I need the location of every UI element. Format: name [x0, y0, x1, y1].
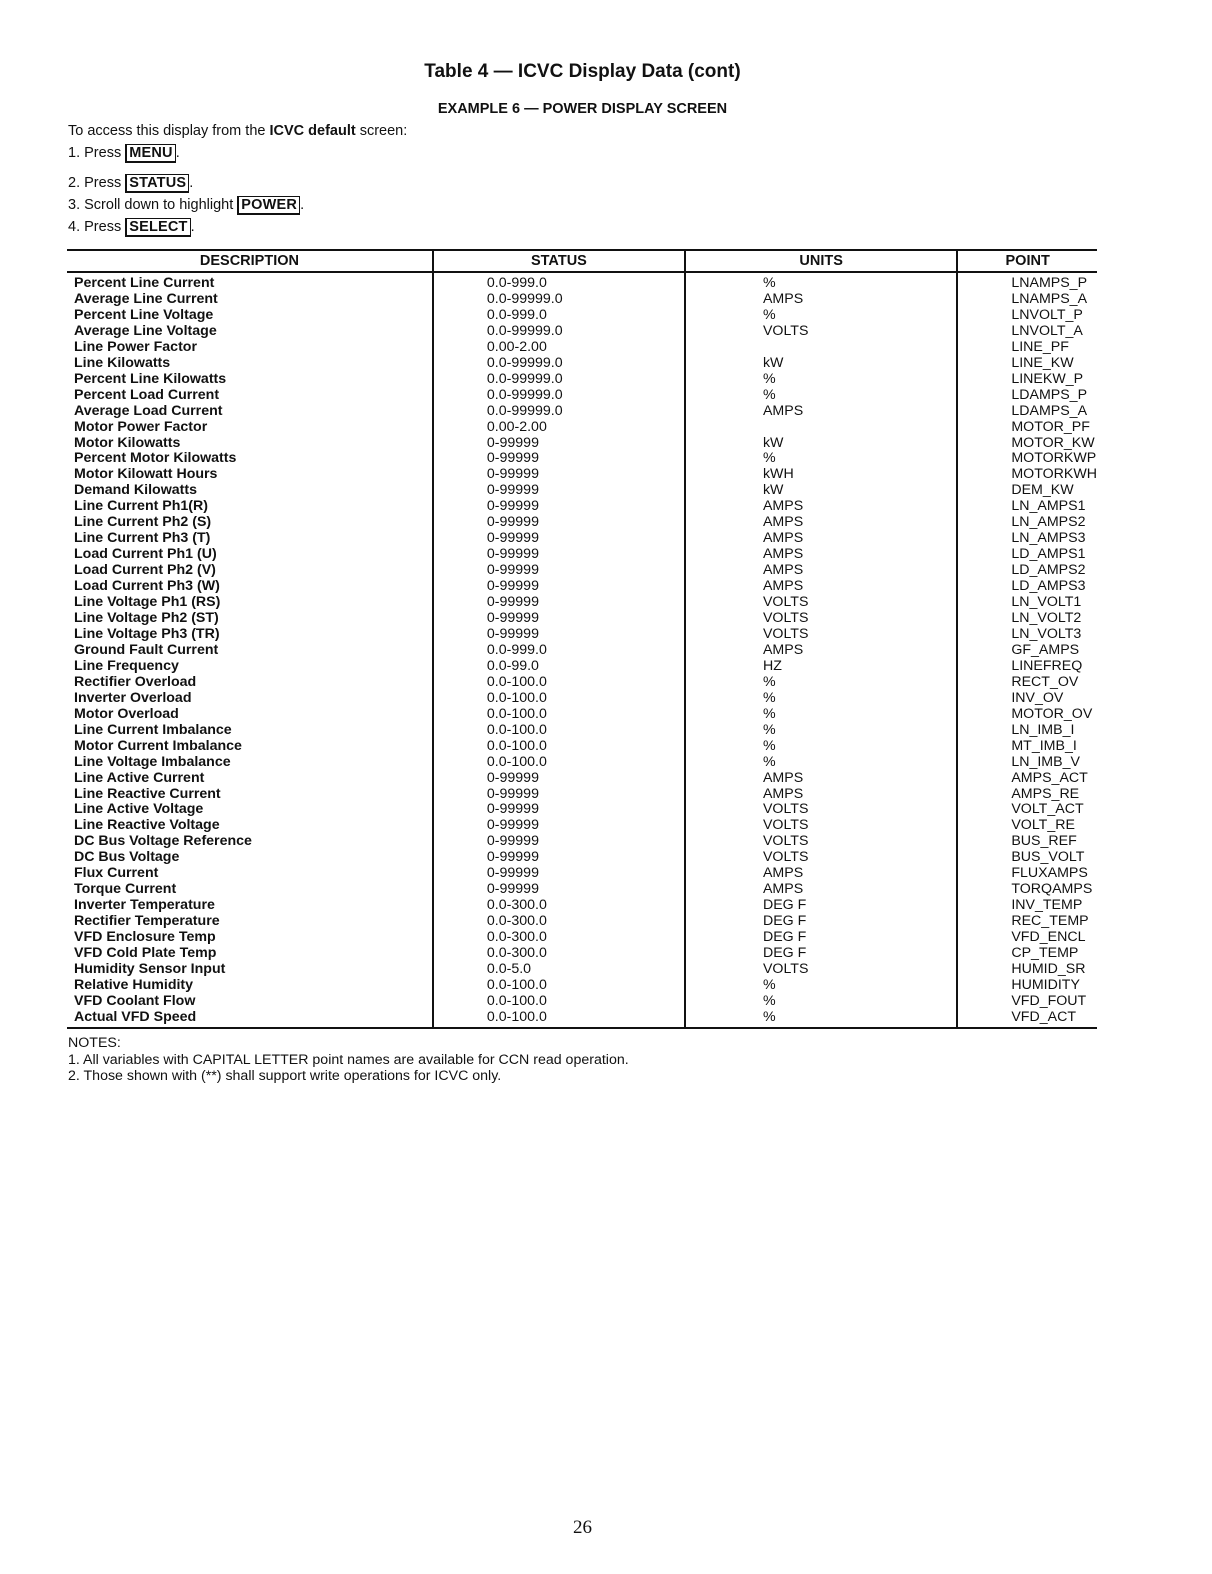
status-cell: 0.0-100.0 — [433, 739, 685, 755]
table-row — [67, 595, 1097, 611]
units-cell: % — [685, 308, 957, 324]
status-cell: 0-99999 — [433, 834, 685, 850]
units-cell: AMPS — [685, 771, 957, 787]
page-number: 26 — [573, 1517, 592, 1538]
point-cell: LN_IMB_V — [957, 755, 1097, 771]
status-cell: 0.0-100.0 — [433, 978, 685, 994]
point-cell: LN_AMPS3 — [957, 531, 1097, 547]
status-cell: 0.0-999.0 — [433, 308, 685, 324]
table-body — [67, 272, 1097, 1028]
description-cell: Actual VFD Speed — [67, 1010, 433, 1028]
status-cell: 0-99999 — [433, 531, 685, 547]
point-cell: TORQAMPS — [957, 882, 1097, 898]
status-cell: 0-99999 — [433, 451, 685, 467]
table-row — [67, 675, 1097, 691]
point-cell: MT_IMB_I — [957, 739, 1097, 755]
status-cell: 0.0-99999.0 — [433, 356, 685, 372]
description-cell: Motor Current Imbalance — [74, 737, 242, 754]
table-row — [67, 515, 1097, 531]
status-cell: 0.0-100.0 — [433, 707, 685, 723]
menu-key: MENU — [125, 144, 176, 163]
point-cell: LDAMPS_A — [957, 404, 1097, 420]
step-item — [68, 175, 193, 191]
step-text: Press — [84, 175, 126, 191]
status-cell: 0.0-5.0 — [433, 962, 685, 978]
table-row — [67, 404, 1097, 420]
point-cell: DEM_KW — [957, 483, 1097, 499]
table-row — [67, 531, 1097, 547]
status-cell: 0-99999 — [433, 818, 685, 834]
status-cell: 0-99999 — [433, 627, 685, 643]
units-cell: % — [685, 372, 957, 388]
description-cell: Ground Fault Current — [74, 641, 219, 658]
table-row — [67, 308, 1097, 324]
description-cell: Load Current Ph2 (V) — [74, 562, 216, 579]
units-cell: VOLTS — [685, 611, 957, 627]
table-row — [67, 771, 1097, 787]
units-cell: % — [685, 675, 957, 691]
point-cell: BUS_REF — [957, 834, 1097, 850]
status-cell: 0-99999 — [433, 436, 685, 452]
status-cell: 0-99999 — [433, 467, 685, 483]
description-cell: Inverter Overload — [74, 689, 192, 706]
step-number: 2. — [68, 175, 81, 191]
table-row — [67, 834, 1097, 850]
table-row — [67, 272, 1097, 292]
table-row — [67, 914, 1097, 930]
units-cell: kWH — [685, 467, 957, 483]
point-cell: LN_AMPS2 — [957, 515, 1097, 531]
units-cell: VOLTS — [685, 324, 957, 340]
point-cell: LN_VOLT3 — [957, 627, 1097, 643]
description-cell: Average Line Current — [74, 290, 218, 307]
point-cell: LD_AMPS3 — [957, 579, 1097, 595]
step-item — [68, 145, 180, 161]
point-cell: HUMIDITY — [957, 978, 1097, 994]
units-cell — [685, 340, 957, 356]
table-row — [67, 1010, 1097, 1028]
header-point: POINT — [957, 250, 1097, 272]
units-cell: VOLTS — [685, 802, 957, 818]
description-cell: Average Line Voltage — [74, 322, 217, 339]
point-cell: VOLT_ACT — [957, 802, 1097, 818]
units-cell: AMPS — [685, 579, 957, 595]
units-cell: % — [685, 739, 957, 755]
step-number: 4. — [68, 219, 81, 235]
units-cell: AMPS — [685, 531, 957, 547]
description-cell: Load Current Ph1 (U) — [74, 546, 217, 563]
point-cell: VOLT_RE — [957, 818, 1097, 834]
status-cell: 0-99999 — [433, 771, 685, 787]
units-cell: AMPS — [685, 563, 957, 579]
description-cell: Rectifier Temperature — [74, 913, 220, 930]
table-row — [67, 388, 1097, 404]
table-row — [67, 994, 1097, 1010]
units-cell: kW — [685, 356, 957, 372]
units-cell: VOLTS — [685, 818, 957, 834]
table-row — [67, 643, 1097, 659]
description-cell: VFD Coolant Flow — [74, 992, 196, 1009]
table-row — [67, 563, 1097, 579]
description-cell: VFD Enclosure Temp — [74, 929, 216, 946]
status-cell: 0.0-99999.0 — [433, 372, 685, 388]
table-row — [67, 818, 1097, 834]
units-cell: AMPS — [685, 404, 957, 420]
step-after: . — [300, 197, 305, 213]
description-cell: Torque Current — [74, 881, 177, 898]
point-cell: MOTOR_OV — [957, 707, 1097, 723]
units-cell: AMPS — [685, 866, 957, 882]
point-cell: LN_VOLT2 — [957, 611, 1097, 627]
units-cell: % — [685, 451, 957, 467]
description-cell: Percent Line Current — [74, 275, 215, 291]
table-row — [67, 962, 1097, 978]
units-cell: % — [685, 691, 957, 707]
description-cell: Motor Kilowatts — [74, 434, 181, 451]
point-cell: MOTORKWP — [957, 451, 1097, 467]
header-units: UNITS — [685, 250, 957, 272]
status-cell: 0.00-2.00 — [433, 420, 685, 436]
description-cell: Inverter Temperature — [74, 897, 215, 914]
table-row — [67, 627, 1097, 643]
status-cell: 0.0-999.0 — [433, 643, 685, 659]
status-cell: 0.0-100.0 — [433, 1010, 685, 1028]
step-after: . — [175, 145, 180, 161]
point-cell: LINEFREQ — [957, 659, 1097, 675]
table-row — [67, 978, 1097, 994]
status-cell: 0.0-100.0 — [433, 675, 685, 691]
intro-text — [68, 123, 407, 139]
status-cell: 0-99999 — [433, 563, 685, 579]
status-cell: 0-99999 — [433, 579, 685, 595]
notes-heading: NOTES: — [68, 1035, 121, 1051]
units-cell: VOLTS — [685, 595, 957, 611]
table-title: Table 4 — ICVC Display Data (cont) — [424, 61, 741, 82]
table-row — [67, 930, 1097, 946]
units-cell: AMPS — [685, 787, 957, 803]
step-text: Scroll down to highlight — [84, 197, 238, 213]
description-cell: Line Active Voltage — [74, 801, 204, 818]
point-cell: GF_AMPS — [957, 643, 1097, 659]
point-cell: MOTORKWH — [957, 467, 1097, 483]
point-cell: REC_TEMP — [957, 914, 1097, 930]
table-row — [67, 898, 1097, 914]
description-cell: Load Current Ph3 (W) — [74, 578, 220, 595]
point-cell: LINE_KW — [957, 356, 1097, 372]
description-cell: Relative Humidity — [74, 976, 194, 993]
units-cell: VOLTS — [685, 962, 957, 978]
table-row — [67, 324, 1097, 340]
point-cell: LD_AMPS2 — [957, 563, 1097, 579]
units-cell: DEG F — [685, 930, 957, 946]
point-cell: LN_VOLT1 — [957, 595, 1097, 611]
status-cell: 0-99999 — [433, 547, 685, 563]
description-cell: Humidity Sensor Input — [74, 960, 226, 977]
status-cell: 0-99999 — [433, 515, 685, 531]
status-cell: 0.0-300.0 — [433, 946, 685, 962]
table-row — [67, 483, 1097, 499]
step-number: 3. — [68, 197, 81, 213]
point-cell: AMPS_RE — [957, 787, 1097, 803]
description-cell: Line Voltage Ph2 (ST) — [74, 610, 219, 627]
step-text: Press — [84, 145, 126, 161]
units-cell: VOLTS — [685, 834, 957, 850]
status-cell: 0.0-100.0 — [433, 691, 685, 707]
units-cell: % — [685, 1010, 957, 1028]
point-cell: LN_IMB_I — [957, 723, 1097, 739]
point-cell: MOTOR_PF — [957, 420, 1097, 436]
point-cell: LNAMPS_A — [957, 292, 1097, 308]
point-cell: LINE_PF — [957, 340, 1097, 356]
table-row — [67, 866, 1097, 882]
step-after: . — [190, 219, 195, 235]
description-cell: DC Bus Voltage — [74, 849, 180, 866]
point-cell: AMPS_ACT — [957, 771, 1097, 787]
point-cell: INV_TEMP — [957, 898, 1097, 914]
point-cell: LN_AMPS1 — [957, 499, 1097, 515]
intro-prefix: To access this display from the — [68, 123, 270, 139]
status-cell: 0-99999 — [433, 595, 685, 611]
table-row — [67, 723, 1097, 739]
status-cell: 0.0-99999.0 — [433, 324, 685, 340]
description-cell: Rectifier Overload — [74, 673, 197, 690]
description-cell: Line Active Current — [74, 769, 205, 786]
status-cell: 0.0-300.0 — [433, 914, 685, 930]
status-cell: 0.0-99.0 — [433, 659, 685, 675]
step-after: . — [189, 175, 194, 191]
units-cell: AMPS — [685, 292, 957, 308]
point-cell: CP_TEMP — [957, 946, 1097, 962]
units-cell: VOLTS — [685, 850, 957, 866]
units-cell: % — [685, 994, 957, 1010]
units-cell: DEG F — [685, 946, 957, 962]
status-cell: 0.0-100.0 — [433, 994, 685, 1010]
table-row — [67, 946, 1097, 962]
table-row — [67, 739, 1097, 755]
description-cell: Motor Power Factor — [74, 418, 208, 435]
units-cell: AMPS — [685, 499, 957, 515]
table-row — [67, 451, 1097, 467]
point-cell: HUMID_SR — [957, 962, 1097, 978]
point-cell: BUS_VOLT — [957, 850, 1097, 866]
point-cell: INV_OV — [957, 691, 1097, 707]
status-cell: 0.0-99999.0 — [433, 388, 685, 404]
table-row — [67, 292, 1097, 308]
notes-section — [68, 1035, 629, 1085]
table-row — [67, 691, 1097, 707]
step-number: 1. — [68, 145, 81, 161]
table-row — [67, 755, 1097, 771]
point-cell: LNAMPS_P — [957, 272, 1097, 292]
step-text: Press — [84, 219, 126, 235]
power-display-table — [67, 249, 1097, 1029]
description-cell: Demand Kilowatts — [74, 482, 197, 499]
description-cell: Flux Current — [74, 865, 159, 882]
description-cell: Line Reactive Voltage — [74, 817, 220, 834]
table-row — [67, 372, 1097, 388]
description-cell: Percent Line Voltage — [74, 306, 214, 323]
status-cell: 0-99999 — [433, 483, 685, 499]
table-row — [67, 420, 1097, 436]
table-row — [67, 579, 1097, 595]
point-cell: LDAMPS_P — [957, 388, 1097, 404]
table-row — [67, 611, 1097, 627]
status-cell: 0-99999 — [433, 850, 685, 866]
table-row — [67, 850, 1097, 866]
intro-bold: ICVC default — [269, 123, 356, 139]
units-cell: AMPS — [685, 547, 957, 563]
power-key: POWER — [237, 196, 300, 215]
point-cell: VFD_FOUT — [957, 994, 1097, 1010]
description-cell: Motor Kilowatt Hours — [74, 466, 218, 483]
point-cell: LINEKW_P — [957, 372, 1097, 388]
description-cell: DC Bus Voltage Reference — [74, 833, 252, 850]
status-cell: 0-99999 — [433, 882, 685, 898]
table-row — [67, 356, 1097, 372]
table-row — [67, 802, 1097, 818]
status-cell: 0-99999 — [433, 866, 685, 882]
units-cell: DEG F — [685, 914, 957, 930]
table-row — [67, 547, 1097, 563]
description-cell: Average Load Current — [74, 402, 223, 419]
status-cell: 0.0-300.0 — [433, 898, 685, 914]
point-cell: LD_AMPS1 — [957, 547, 1097, 563]
description-cell: Line Kilowatts — [74, 354, 171, 371]
point-cell: MOTOR_KW — [957, 436, 1097, 452]
units-cell: AMPS — [685, 643, 957, 659]
example-subtitle: EXAMPLE 6 — POWER DISPLAY SCREEN — [437, 101, 728, 117]
description-cell: Line Current Ph3 (T) — [74, 530, 211, 547]
description-cell: Line Power Factor — [74, 338, 197, 355]
status-cell: 0.00-2.00 — [433, 340, 685, 356]
table-row — [67, 499, 1097, 515]
status-cell: 0-99999 — [433, 802, 685, 818]
description-cell: VFD Cold Plate Temp — [74, 945, 217, 962]
table-header-row — [67, 250, 1097, 272]
table-row — [67, 707, 1097, 723]
units-cell: DEG F — [685, 898, 957, 914]
units-cell: kW — [685, 483, 957, 499]
units-cell: VOLTS — [685, 627, 957, 643]
point-cell: LNVOLT_P — [957, 308, 1097, 324]
note-item: 1. All variables with CAPITAL LETTER point names are available for CCN read operation. — [68, 1051, 629, 1068]
description-cell: Line Reactive Current — [74, 785, 221, 802]
select-key: SELECT — [125, 218, 190, 237]
table-row — [67, 787, 1097, 803]
point-cell: VFD_ACT — [957, 1010, 1097, 1028]
units-cell: % — [685, 707, 957, 723]
description-cell: Line Voltage Imbalance — [74, 753, 231, 770]
status-cell: 0.0-99999.0 — [433, 404, 685, 420]
description-cell: Motor Overload — [74, 705, 179, 722]
point-cell: LNVOLT_A — [957, 324, 1097, 340]
status-cell: 0.0-100.0 — [433, 723, 685, 739]
table-row — [67, 340, 1097, 356]
description-cell: Percent Motor Kilowatts — [74, 450, 237, 467]
intro-suffix: screen: — [355, 123, 408, 139]
status-key: STATUS — [125, 174, 189, 193]
description-cell: Percent Load Current — [74, 386, 220, 403]
point-cell: VFD_ENCL — [957, 930, 1097, 946]
status-cell: 0-99999 — [433, 787, 685, 803]
description-cell: Line Voltage Ph1 (RS) — [74, 594, 221, 611]
point-cell: FLUXAMPS — [957, 866, 1097, 882]
units-cell: % — [685, 755, 957, 771]
description-cell: Percent Line Kilowatts — [74, 370, 227, 387]
status-cell: 0-99999 — [433, 611, 685, 627]
description-cell: Line Current Imbalance — [74, 721, 232, 738]
table-row — [67, 436, 1097, 452]
units-cell: AMPS — [685, 882, 957, 898]
units-cell: HZ — [685, 659, 957, 675]
status-cell: 0.0-99999.0 — [433, 292, 685, 308]
description-cell: Line Voltage Ph3 (TR) — [74, 625, 220, 642]
description-cell: Line Frequency — [74, 657, 179, 674]
status-cell: 0-99999 — [433, 499, 685, 515]
header-description: DESCRIPTION — [67, 250, 433, 272]
point-cell: RECT_OV — [957, 675, 1097, 691]
status-cell: 0.0-300.0 — [433, 930, 685, 946]
units-cell: kW — [685, 436, 957, 452]
units-cell: AMPS — [685, 515, 957, 531]
table-row — [67, 467, 1097, 483]
table-row — [67, 882, 1097, 898]
units-cell: % — [685, 978, 957, 994]
description-cell: Line Current Ph2 (S) — [74, 514, 212, 531]
units-cell: % — [685, 723, 957, 739]
header-status: STATUS — [433, 250, 685, 272]
note-item: 2. Those shown with (**) shall support write operations for ICVC only. — [68, 1068, 502, 1084]
description-cell: Line Current Ph1(R) — [74, 498, 208, 515]
units-cell: % — [685, 388, 957, 404]
status-cell: 0.0-999.0 — [433, 272, 685, 292]
step-item — [68, 197, 304, 213]
step-item — [68, 219, 195, 235]
status-cell: 0.0-100.0 — [433, 755, 685, 771]
table-row — [67, 659, 1097, 675]
units-cell: % — [685, 272, 957, 292]
units-cell — [685, 420, 957, 436]
